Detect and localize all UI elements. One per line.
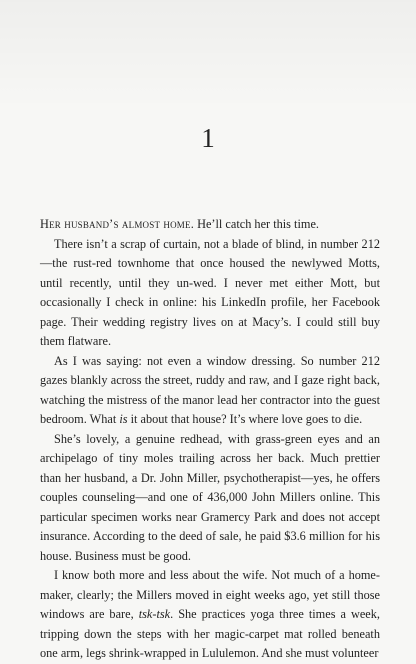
show-through-text <box>0 0 416 110</box>
paragraph-text: He’ll catch her this time. <box>194 217 319 231</box>
paragraph-text: it about that house? It’s where love goes to die. <box>127 412 363 426</box>
chapter-number: 1 <box>201 123 215 153</box>
paragraph-text: There isn’t a scrap of curtain, not a blade of blind, in number 212—the rust-red townhome that once housed the newlywed Motts, until recently, until they un-wed. I never met either Mott, but occasionally I check in online: his LinkedIn profile, her Facebook page. Their wedding registry lives on at Macy’s. I could still buy them flatware. <box>40 236 380 348</box>
paragraph-1 <box>40 215 380 235</box>
paragraph-text: She’s lovely, a genuine redhead, with grass-green eyes and an archipelago of tiny moles trailing across her back. Much prettier than her husband, a Dr. John Miller, psychotherapist—yes, he offers couples counseling—and one of 436,000 John Millers online. This particular specimen works near Gramercy Park and does not accept insurance. According to the deed of sale, he paid $3.6 million for his house. Business must be good. <box>40 431 380 563</box>
italic-emphasis: tsk-tsk <box>138 607 171 621</box>
paragraph-3 <box>40 352 380 430</box>
italic-emphasis: is <box>119 412 128 426</box>
paragraph-4 <box>40 430 380 567</box>
paragraph-text: I know both more and less about the wife. Not much of a home-maker, clearly; the Millers moved in eight weeks ago, yet still those windows are bare, <box>40 568 380 621</box>
paragraph-text: As I was saying: not even a window dressing. So number 212 gazes blankly across the street, ruddy and raw, and I gaze right back, watching the mistress of the manor lead her contractor into the guest bedroom. What <box>40 353 380 426</box>
opening-small-caps: Her husband’s almost home. <box>40 217 194 231</box>
chapter-body <box>40 215 380 664</box>
paragraph-5 <box>40 566 380 664</box>
paragraph-2 <box>40 235 380 352</box>
paragraph-text: . She practices yoga three times a week, tripping down the steps with her magic-carpet mat rolled beneath one arm, legs shrink-wrapped in Lululemon. And she must volunteer <box>40 607 380 660</box>
